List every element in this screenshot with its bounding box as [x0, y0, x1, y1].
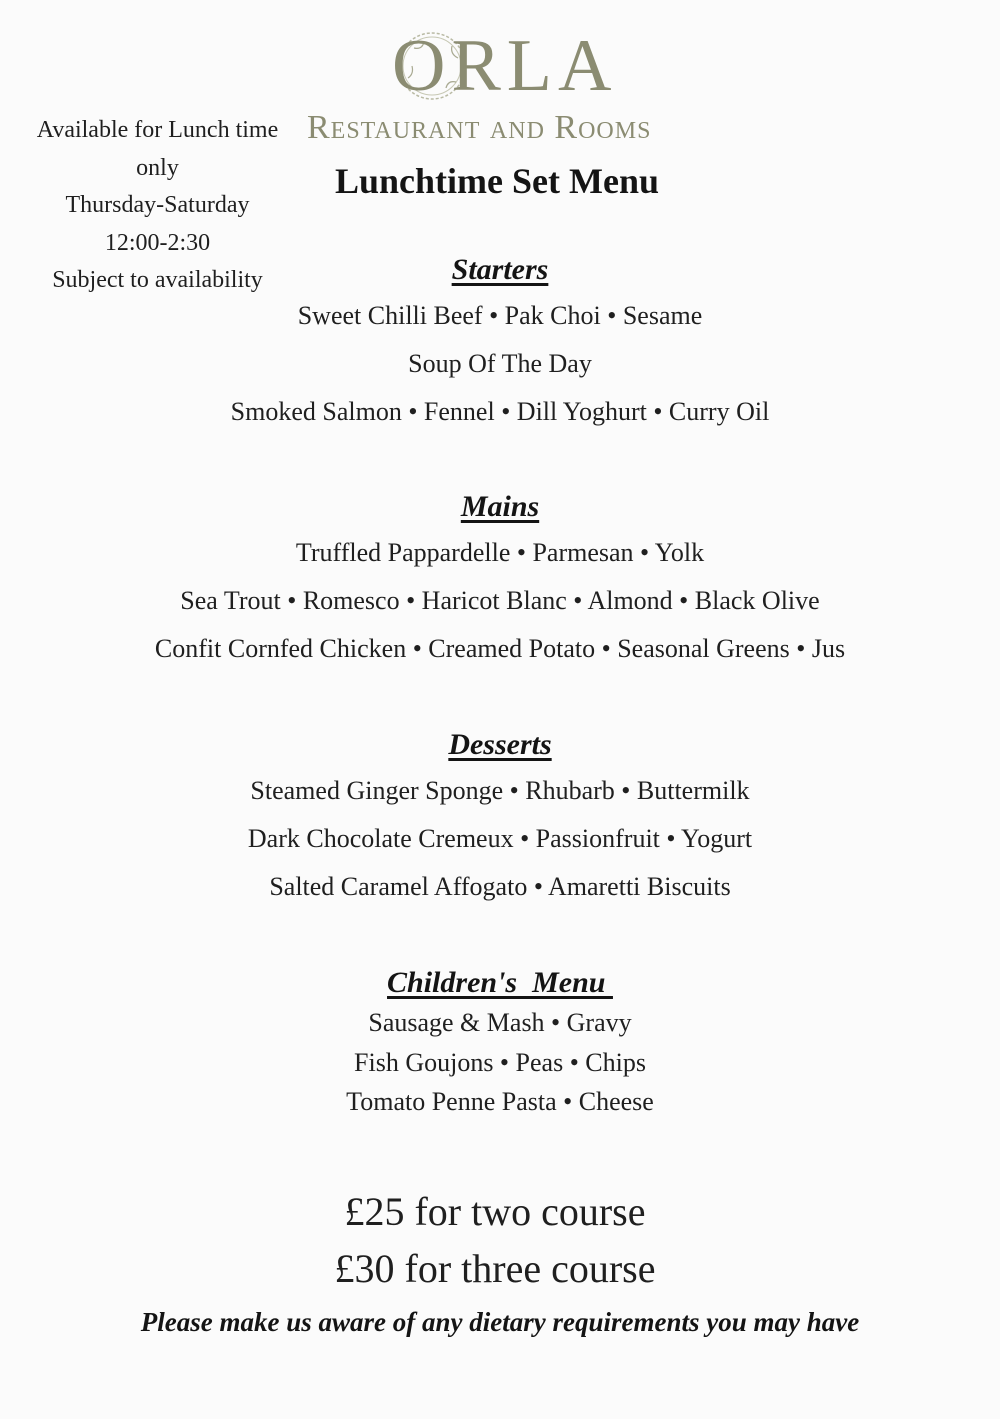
availability-line: 12:00-2:30	[104, 229, 211, 256]
childrens-menu-section	[0, 965, 1000, 1122]
dish-item: Smoked Salmon • Fennel • Dill Yoghurt • Curry Oil	[230, 397, 770, 426]
price-three-course: £30 for three course	[334, 1246, 656, 1291]
availability-line: Available for Lunch time	[36, 117, 279, 143]
mains-section	[0, 489, 1000, 673]
logo-name: ORLA	[392, 25, 618, 107]
dish-item: Sweet Chilli Beef • Pak Choi • Sesame	[297, 301, 703, 330]
section-heading-mains: Mains	[460, 490, 540, 523]
dish-item: Dark Chocolate Cremeux • Passionfruit • Yogurt	[247, 824, 753, 853]
menu-title: Lunchtime Set Menu	[335, 161, 659, 201]
dish-item: Steamed Ginger Sponge • Rhubarb • Buttermilk	[250, 776, 750, 805]
section-heading-childrens-menu: Children's Menu	[387, 966, 613, 999]
dish-item: Confit Cornfed Chicken • Creamed Potato • Seasonal Greens • Jus	[154, 634, 846, 663]
availability-line: only	[136, 154, 179, 181]
dish-item: Sausage & Mash • Gravy	[368, 1008, 632, 1037]
section-heading-desserts: Desserts	[448, 728, 552, 761]
logo-subtitle: Restaurant and Rooms	[307, 109, 652, 146]
dish-item: Sea Trout • Romesco • Haricot Blanc • Almond • Black Olive	[180, 586, 820, 615]
starters-section	[0, 252, 1000, 436]
availability-line: Thursday-Saturday	[65, 192, 250, 218]
dish-item: Truffled Pappardelle • Parmesan • Yolk	[295, 538, 705, 567]
dish-item: Fish Goujons • Peas • Chips	[354, 1047, 646, 1077]
section-heading-starters: Starters	[451, 253, 549, 286]
desserts-section	[0, 727, 1000, 911]
dish-item: Salted Caramel Affogato • Amaretti Biscuits	[269, 872, 731, 901]
dietary-note: Please make us aware of any dietary requirements you may have	[140, 1307, 860, 1337]
availability-line: Subject to availability	[52, 267, 263, 293]
price-two-course: £25 for two course	[344, 1189, 646, 1234]
dish-item: Tomato Penne Pasta • Cheese	[346, 1087, 654, 1116]
dish-item: Soup Of The Day	[408, 349, 592, 378]
